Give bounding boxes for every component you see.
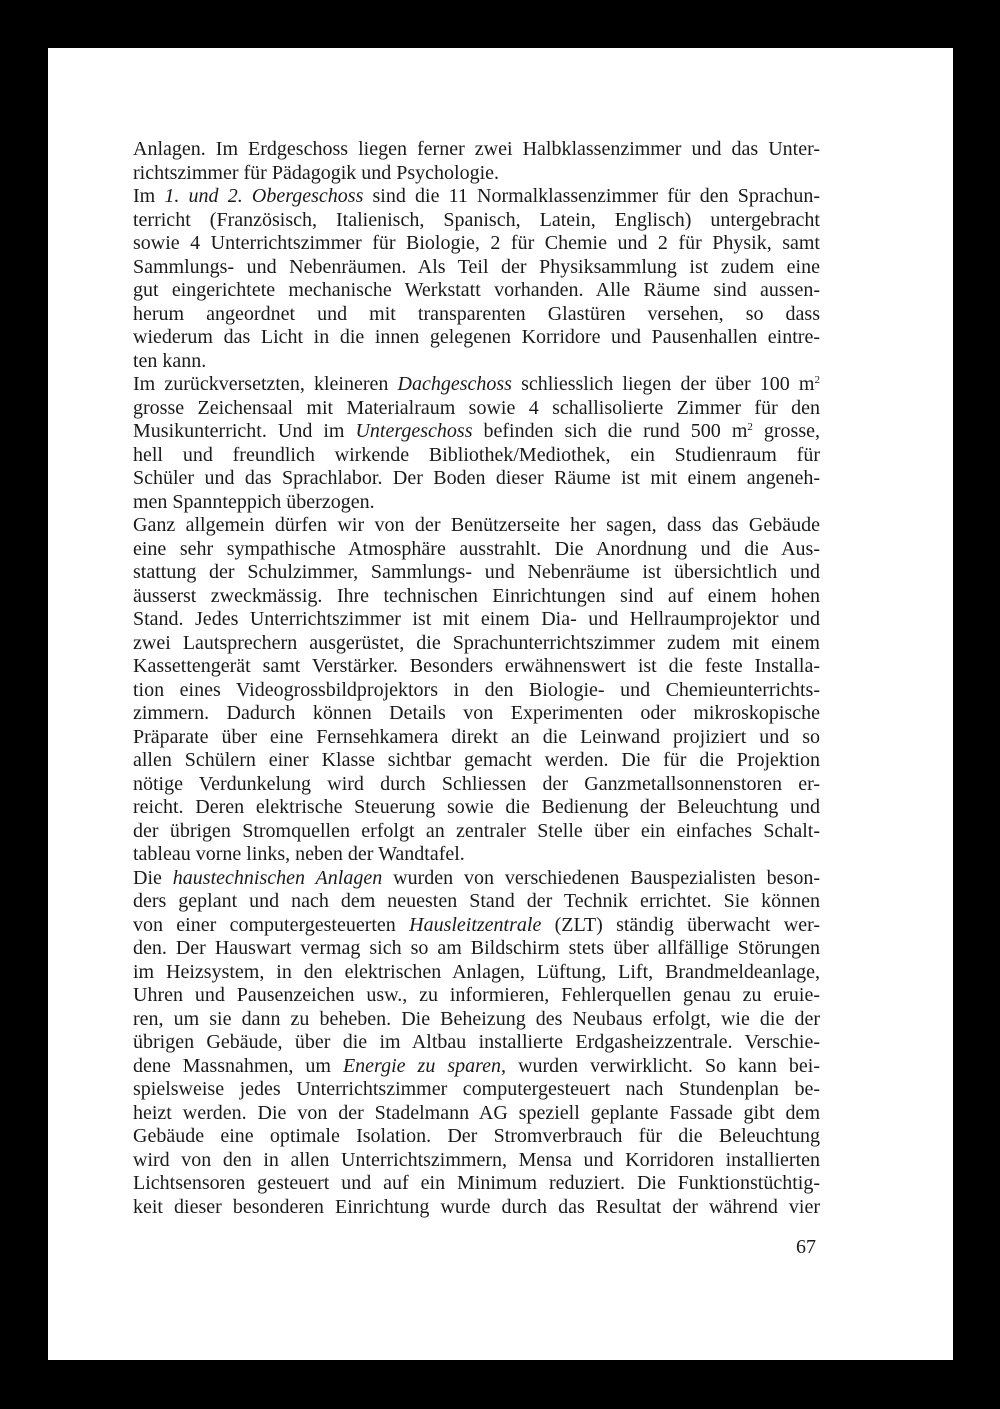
text-line [133,1102,820,1126]
text-run: eine sehr sympathische Atmosphäre ausstrahlt. Die Anordnung und die Aus- [133,537,820,560]
text-line [133,585,820,609]
text-line [133,467,820,491]
text-line [133,561,820,585]
text-line [133,1031,820,1055]
text-run: der übrigen Stromquellen erfolgt an zentraler Stelle über ein einfaches Schalt- [133,819,820,842]
text-run: dene Massnahmen, um [133,1054,343,1077]
text-line [133,1149,820,1173]
text-run: ders geplant und nach dem neuesten Stand der Technik errichtet. Sie können [133,890,820,912]
superscript: 2 [747,421,753,433]
text-run: den. Der Hauswart vermag sich so am Bildschirm stets über allfällige Störungen [133,937,820,959]
text-run: Anlagen. Im Erdgeschoss liegen ferner zwei Halbklassenzimmer und das Unter- [133,138,820,160]
text-line [133,491,820,515]
text-run: tion eines Videogrossbildprojektors in den Biologie- und Chemieunterrichts- [133,678,820,701]
text-line [133,937,820,961]
page-number: 67 [796,1236,816,1258]
text-run: reicht. Deren elektrische Steuerung sowie die Bedienung der Beleuchtung und [133,796,820,818]
text-run: herum angeordnet und mit transparenten Glastüren versehen, so dass [133,302,820,325]
text-line [133,726,820,750]
text-line [133,679,820,703]
text-run: spielsweise jedes Unterrichtszimmer computergesteuert nach Stundenplan be- [133,1078,820,1100]
text-line [133,420,820,444]
text-run: wurden von verschiedenen Bauspezialisten beson- [382,866,820,889]
document-page [48,48,953,1360]
text-run: allen Schülern einer Klasse sichtbar gemacht werden. Die für die Projektion [133,749,820,771]
text-run: im Heizsystem, in den elektrischen Anlagen, Lüftung, Lift, Brandmeldeanlage, [133,960,820,983]
text-line [133,1125,820,1149]
text-run: Sammlungs- und Nebenräumen. Als Teil der Physiksammlung ist zudem eine [133,255,820,278]
text-line [133,138,820,162]
text-line [133,373,820,397]
text-run: grosse, [752,420,820,442]
text-run: heizt werden. Die von der Stadelmann AG speziell geplante Fassade gibt dem [133,1101,820,1124]
text-run: keit dieser besonderen Einrichtung wurde durch das Resultat der während vier [133,1195,820,1218]
italic-text: 1. und 2. Obergeschoss [164,185,364,207]
italic-text: Hausleitzentrale [409,913,542,936]
text-run: sind die 11 Normalklassenzimmer für den Sprachun- [363,185,821,207]
text-run: hell und freundlich wirkende Bibliothek/Mediothek, ein Studienraum für [133,443,820,466]
text-run: Kassettengerät samt Verstärker. Besonders erwähnenswert ist die feste Installa- [133,655,820,677]
text-line [133,632,820,656]
text-line [133,890,820,914]
text-line [133,1172,820,1196]
text-run: grosse Zeichensaal mit Materialraum sowie 4 schallisolierte Zimmer für den [133,396,820,419]
text-line [133,514,820,538]
text-run: Schüler und das Sprachlabor. Der Boden dieser Räume ist mit einem angeneh- [133,467,820,489]
text-line [133,749,820,773]
text-run: ren, um sie dann zu beheben. Die Beheizung des Neubaus erfolgt, wie die der [133,1007,820,1030]
text-run: stattung der Schulzimmer, Sammlungs- und Nebenräume ist übersichtlich und [133,561,820,583]
superscript: 2 [814,374,820,386]
text-line [133,303,820,327]
text-line [133,984,820,1008]
text-line [133,444,820,468]
text-line [133,843,820,867]
text-run: Stand. Jedes Unterrichtszimmer ist mit einem Dia- und Hellraumprojektor und [133,608,820,630]
text-run: Ganz allgemein dürfen wir von der Benützerseite her sagen, dass das Gebäude [133,514,820,536]
text-line [133,796,820,820]
text-line [133,1196,820,1220]
text-run: von einer computergesteuerten [133,913,410,936]
text-run: Im [133,185,165,207]
text-line [133,279,820,303]
text-run: Die [133,866,173,889]
text-run: zwei Lautsprechern ausgerüstet, die Sprachunterrichtszimmer zudem mit einem [133,631,820,654]
body-text [133,138,820,1219]
text-line [133,350,820,374]
text-run: Uhren und Pausenzeichen usw., zu informieren, Fehlerquellen genau zu eruie- [133,984,820,1006]
text-run: Präparate über eine Fernsehkamera direkt an die Leinwand projiziert und so [133,725,820,748]
text-line [133,1055,820,1079]
italic-text: Dachgeschoss [397,373,512,395]
text-run: Musikunterricht. Und im [133,420,356,442]
text-run: Gebäude eine optimale Isolation. Der Stromverbrauch für die Beleuchtung [133,1125,820,1147]
text-line [133,608,820,632]
text-run: men Spannteppich überzogen. [133,490,375,513]
text-run: richtszimmer für Pädagogik und Psychologie. [133,161,500,184]
text-line [133,914,820,938]
text-run: wiederum das Licht in die innen gelegenen Korridore und Pausenhallen eintre- [133,326,820,348]
text-line [133,538,820,562]
italic-text: haustechnischen Anlagen [172,866,383,889]
text-run: terricht (Französisch, Italienisch, Spanisch, Latein, Englisch) untergebracht [133,208,820,231]
text-line [133,209,820,233]
text-run: übrigen Gebäude, über die im Altbau installierte Erdgasheizzentrale. Verschie- [133,1031,820,1053]
text-run: wurden verwirklicht. So kann bei- [506,1054,820,1077]
text-line [133,256,820,280]
text-run: äusserst zweckmässig. Ihre technischen Einrichtungen sind auf einem hohen [133,584,820,607]
text-run: (ZLT) ständig überwacht wer- [541,913,820,936]
text-run: wird von den in allen Unterrichtszimmern, Mensa und Korridoren installierten [133,1148,820,1171]
text-run: nötige Verdunkelung wird durch Schliessen der Ganzmetallsonnenstoren er- [133,772,820,795]
text-run: sowie 4 Unterrichtszimmer für Biologie, 2 für Chemie und 2 für Physik, samt [133,232,820,254]
text-run: Im zurückversetzten, kleineren [133,373,398,395]
text-line [133,820,820,844]
text-run: schliesslich liegen der über 100 m [511,373,815,395]
text-run: ten kann. [133,349,207,372]
italic-text: Energie zu sparen, [342,1054,507,1077]
text-line [133,326,820,350]
text-line [133,867,820,891]
text-run: gut eingerichtete mechanische Werkstatt vorhanden. Alle Räume sind aussen- [133,279,820,301]
italic-text: Untergeschoss [355,420,473,442]
text-line [133,397,820,421]
text-line [133,773,820,797]
text-run: zimmern. Dadurch können Details von Experimenten oder mikroskopische [133,702,820,724]
text-line [133,162,820,186]
text-run: befinden sich die rund 500 m [472,420,748,442]
text-line [133,1078,820,1102]
text-line [133,1008,820,1032]
text-line [133,185,820,209]
text-line [133,232,820,256]
text-line [133,655,820,679]
text-line [133,961,820,985]
text-run: tableau vorne links, neben der Wandtafel. [133,843,465,865]
text-run: Lichtsensoren gesteuert und auf ein Minimum reduziert. Die Funktionstüchtig- [133,1172,820,1194]
text-line [133,702,820,726]
